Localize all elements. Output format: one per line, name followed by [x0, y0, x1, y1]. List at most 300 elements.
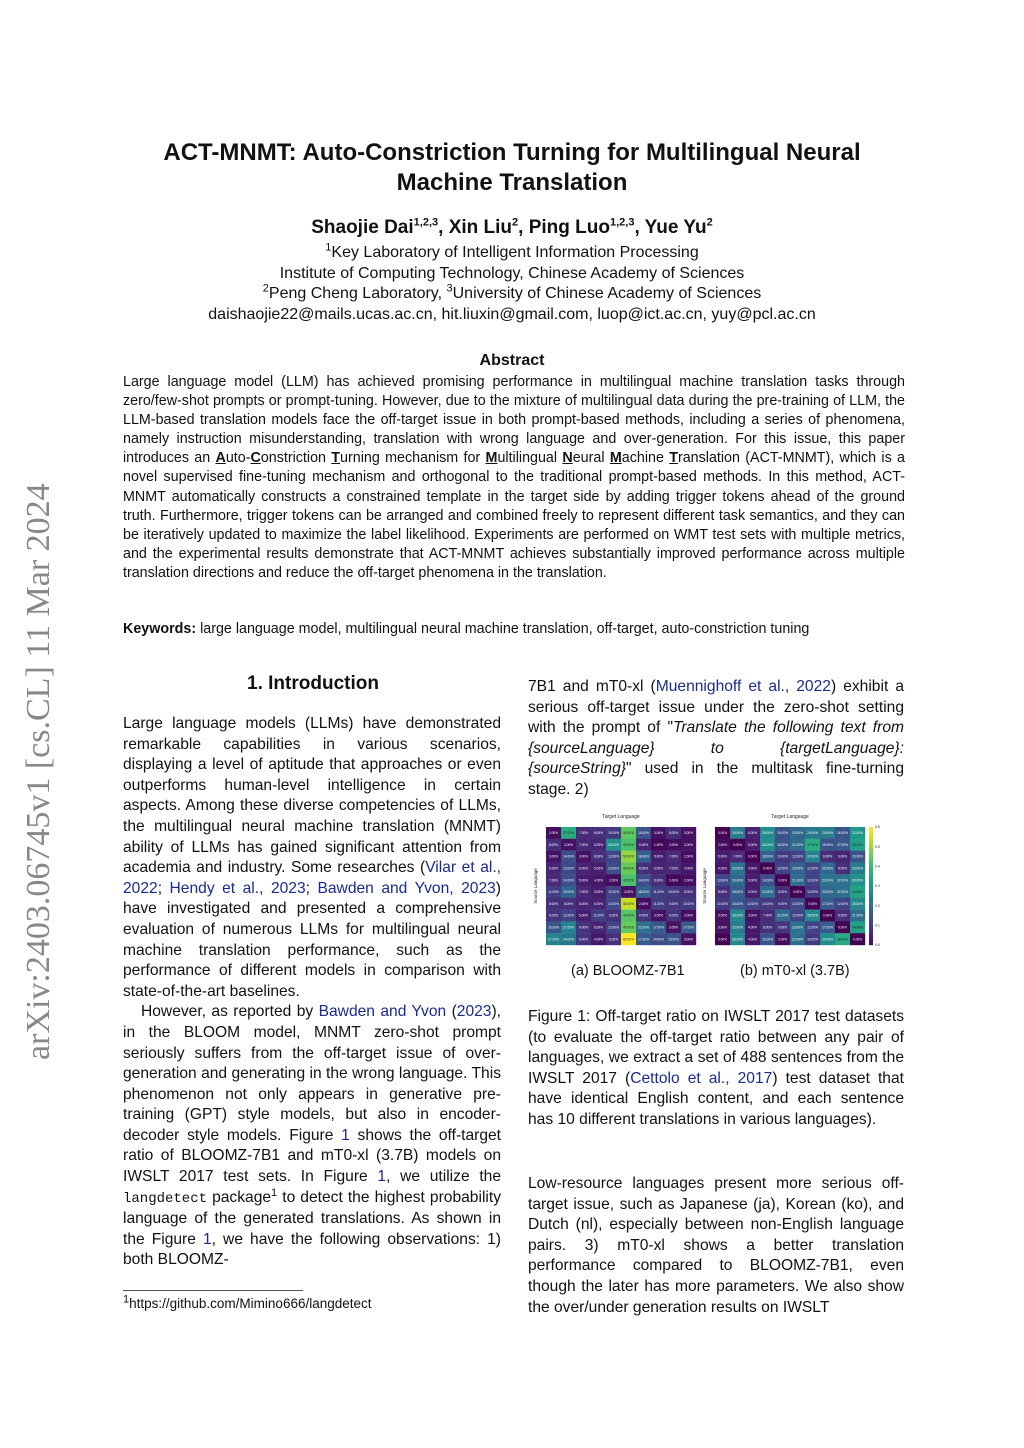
- heatmap-cell-label: 9.00%: [548, 913, 559, 918]
- colorbar-segment: [869, 895, 873, 898]
- heatmap-cell-label: 12.00%: [792, 913, 803, 918]
- author-name: Ping Luo: [528, 217, 610, 238]
- heatmap-cell-label: 28.00%: [732, 913, 743, 918]
- heatmap-cell-label: 46.00%: [623, 925, 634, 930]
- heatmap-cell-label: 7.00%: [548, 878, 559, 883]
- heatmap-cell-label: 8.00%: [548, 901, 559, 906]
- heatmap-title: Target Language: [771, 814, 809, 820]
- heatmap-cell-label: 13.00%: [792, 901, 803, 906]
- title-line-1: ACT-MNMT: Auto-Constriction Turning for Multilingual Neural: [163, 139, 861, 166]
- author-emails: daishaojie22@mails.ucas.ac.cn, hit.liuxin@gmail.com, luop@ict.ac.cn, yuy@pcl.ac.cn: [208, 306, 816, 323]
- colorbar-segment: [869, 910, 873, 913]
- heatmap-cell-label: 2.00%: [638, 901, 649, 906]
- colorbar-tick-label: 0.1: [875, 923, 880, 928]
- colorbar-segment: [869, 916, 873, 919]
- heatmap-cell-label: 60.00%: [623, 937, 634, 942]
- heatmap-cell-label: 6.00%: [578, 901, 589, 906]
- heatmap-cell-label: 8.00%: [593, 854, 604, 859]
- acronym-rest: onstriction: [260, 450, 332, 467]
- acronym-rest: uto-: [225, 450, 251, 467]
- heatmap-cell-label: 15.00%: [638, 831, 649, 836]
- heatmap-cell-label: 5.00%: [593, 866, 604, 871]
- heatmap-cell-label: 3.00%: [683, 842, 694, 847]
- abstract-body: [123, 373, 905, 583]
- colorbar-segment: [869, 907, 873, 910]
- heatmap-cell-label: 8.00%: [638, 866, 649, 871]
- heatmap-cell-label: 30.00%: [852, 878, 863, 883]
- heatmap-cell-label: 3.00%: [717, 925, 728, 930]
- heatmap-cell-label: 3.00%: [668, 925, 679, 930]
- citation-link[interactable]: Vilar et al., 2022: [123, 859, 501, 897]
- heatmap-cell-label: 20.00%: [732, 878, 743, 883]
- heatmap-cell-label: 8.00%: [683, 890, 694, 895]
- heatmap-cell-label: 3.00%: [548, 854, 559, 859]
- heatmap-cell-label: 24.00%: [807, 831, 818, 836]
- colorbar-segment: [869, 859, 873, 862]
- colorbar-segment: [869, 889, 873, 892]
- heatmap-cell-label: 25.00%: [852, 866, 863, 871]
- heatmap-cell-label: 18.00%: [638, 854, 649, 859]
- heatmap-cell-label: 23.00%: [792, 925, 803, 930]
- acronym-letter: C: [250, 450, 261, 467]
- heatmap-ylabel: Source Language: [702, 868, 707, 904]
- heatmap-cell-label: 14.00%: [608, 866, 619, 871]
- affiliation-text: University of Chinese Academy of Sciences: [452, 285, 762, 302]
- heatmap-cell-label: 9.00%: [578, 937, 589, 942]
- acronym-letter: M: [485, 450, 498, 467]
- heatmap-cell-label: 2.00%: [548, 831, 559, 836]
- heatmap-cell-label: 12.00%: [608, 925, 619, 930]
- author-name: Xin Liu: [448, 217, 513, 238]
- heatmap-cell-label: 10.00%: [608, 831, 619, 836]
- heatmap-cell-label: 8.00%: [837, 866, 848, 871]
- figure-caption: [528, 1007, 904, 1131]
- keywords-label: Keywords:: [123, 621, 197, 637]
- acronym-rest: ultilingual: [497, 450, 563, 467]
- heatmap-cell-label: 32.00%: [852, 831, 863, 836]
- affiliation-text: Peng Cheng Laboratory,: [268, 285, 447, 302]
- heatmap-cell-label: 16.00%: [762, 937, 773, 942]
- colorbar-segment: [869, 865, 873, 868]
- footnote: [123, 1293, 503, 1311]
- heatmap-cell-label: 5.00%: [578, 878, 589, 883]
- heatmap-cell-label: 12.00%: [807, 878, 818, 883]
- heatmap-cell-label: 8.00%: [668, 831, 679, 836]
- heatmap-cell-label: 4.00%: [747, 866, 758, 871]
- heatmap-cell-label: 0.00%: [792, 890, 803, 895]
- text: ) have investigated and presented a comprehensive evaluation of numerous LLMs for multilingual neural machine translation performance, such as the performance of different models in comparison with state-of-the-art baselines.: [123, 879, 501, 1000]
- heatmap-cell-label: 12.00%: [747, 901, 758, 906]
- heatmap-cell-label: 8.00%: [762, 925, 773, 930]
- heatmap-cell-label: 37.00%: [563, 831, 574, 836]
- colorbar-tick-label: 0.3: [875, 884, 880, 889]
- figure-1: [530, 805, 900, 955]
- heatmap-cell-label: 25.00%: [822, 831, 833, 836]
- paragraph: [528, 1007, 904, 1131]
- section-heading: 1. Introduction: [247, 673, 379, 694]
- heatmap-cell-label: 12.00%: [837, 901, 848, 906]
- heatmap-cell-label: 5.00%: [593, 890, 604, 895]
- heatmap-cell-label: 2.00%: [683, 913, 694, 918]
- footnote-url[interactable]: https://github.com/Mimino666/langdetect: [129, 1296, 372, 1311]
- heatmap-cell-label: 3.00%: [653, 831, 664, 836]
- subcaption-b: (b) mT0-xl (3.7B): [740, 963, 850, 979]
- heatmap-cell-label: 0.00%: [837, 925, 848, 930]
- colorbar-segment: [869, 827, 873, 830]
- colorbar-segment: [869, 904, 873, 907]
- paper-title: [120, 138, 904, 198]
- heatmap-cell-label: 4.00%: [717, 866, 728, 871]
- heatmap-cell-label: 12.00%: [563, 913, 574, 918]
- colorbar-segment: [869, 851, 873, 854]
- heatmap-cell-label: 5.00%: [578, 913, 589, 918]
- heatmap-cell-label: 17.00%: [822, 925, 833, 930]
- colorbar-segment: [869, 921, 873, 924]
- heatmap-cell-label: 28.00%: [852, 901, 863, 906]
- acronym-rest: ranslation: [677, 450, 740, 467]
- citation-link[interactable]: Hendy et al., 2023: [169, 879, 306, 897]
- colorbar-segment: [869, 942, 873, 945]
- acronym-letter: N: [562, 450, 573, 467]
- colorbar-segment: [869, 857, 873, 860]
- keywords: [123, 620, 905, 639]
- heatmap-cell-label: 5.00%: [717, 854, 728, 859]
- title-line-2: Machine Translation: [396, 169, 628, 196]
- heatmap-cell-label: 6.00%: [593, 901, 604, 906]
- heatmap-cell-label: 12.00%: [608, 854, 619, 859]
- heatmap-cell-label: 3.00%: [653, 913, 664, 918]
- text: ) test dataset that have identical English content, and each sentence has 10 different translations in various languages).: [528, 1069, 904, 1128]
- footnote-mark: 1: [123, 1293, 130, 1306]
- colorbar-segment: [869, 842, 873, 845]
- colorbar-segment: [869, 892, 873, 895]
- figure-link[interactable]: 1: [341, 1126, 350, 1144]
- text: ), in the BLOOM model, MNMT zero-shot prompt seriously suffers from the off-target issue of over-generation and generating in the wrong language. This phenomenon not only appears in generative pre-training (GPT) style models, but also in encoder-decoder style models. Figure: [123, 1003, 501, 1144]
- colorbar-segment: [869, 880, 873, 883]
- affiliation-mark: 3: [446, 282, 453, 295]
- heatmap-cell-label: 29.00%: [822, 937, 833, 942]
- heatmap-cell-label: 13.00%: [717, 878, 728, 883]
- text: shows the off-target ratio of BLOOMZ-7B1 and mT0-xl (3.7B) models on IWSLT 2017 test sets. In Figure: [123, 1126, 502, 1186]
- colorbar-segment: [869, 874, 873, 877]
- heatmap-cell-label: 29.00%: [762, 831, 773, 836]
- prompt-template: Translate the following text from {sourceLanguage} to {targetLanguage}: {sourceString}: [528, 719, 904, 778]
- heatmap-cell-label: 23.00%: [822, 878, 833, 883]
- acronym-rest: achine: [621, 450, 670, 467]
- heatmap-cell-label: 9.00%: [668, 901, 679, 906]
- colorbar-segment: [869, 936, 873, 939]
- heatmap-cell-label: 8.00%: [777, 890, 788, 895]
- heatmap-cell-label: 1.00%: [668, 878, 679, 883]
- colorbar-segment: [869, 830, 873, 833]
- colorbar-tick-label: 0.0: [875, 943, 880, 948]
- text: ) exhibit a serious off-target issue under the zero-shot setting with the prompt of ": [528, 678, 904, 737]
- heatmap-cell-label: 0.00%: [852, 937, 863, 942]
- heatmap-cell-label: 16.00%: [732, 901, 743, 906]
- heatmap-cell-label: 17.00%: [683, 925, 694, 930]
- heatmap-cell-label: 21.00%: [792, 842, 803, 847]
- figure-link[interactable]: 1: [377, 1168, 387, 1186]
- heatmap-cell-label: 3.00%: [683, 937, 694, 942]
- heatmap-cell-label: 12.00%: [792, 854, 803, 859]
- heatmap-cell-label: 6.00%: [578, 866, 589, 871]
- heatmap-cell-label: 28.00%: [807, 913, 818, 918]
- heatmap-cell-label: 5.00%: [747, 842, 758, 847]
- text: Large language models (LLMs) have demonstrated remarkable capabilities in various scenarios, displaying a level of aptitude that approaches or even outperforms human-level intelligence in certain aspects. Among these diverse competencies of LLMs, the multilingual neural machine translation (MNMT) ability of LLMs has gained significant attention from academia and industry. Some researches (: [123, 715, 501, 877]
- author-affiliation-mark: 1,2,3: [413, 216, 439, 229]
- heatmap-cell-label: 3.00%: [563, 842, 574, 847]
- right-column-top: [528, 677, 904, 801]
- heatmap-cell-label: 14.00%: [762, 878, 773, 883]
- heatmap-cell-label: 0.00%: [777, 878, 788, 883]
- colorbar-segment: [869, 901, 873, 904]
- heatmap-cell-label: 21.00%: [852, 913, 863, 918]
- author-name: Shaojie Dai: [311, 217, 414, 238]
- heatmap-cell-label: 36.00%: [837, 937, 848, 942]
- heatmap-cell-label: 16.00%: [777, 842, 788, 847]
- colorbar-segment: [869, 933, 873, 936]
- affiliation-mark: 2: [262, 282, 269, 295]
- colorbar-segment: [869, 924, 873, 927]
- heatmap-cell-label: 55.00%: [623, 901, 634, 906]
- colorbar-tick-label: 0.6: [875, 825, 880, 830]
- heatmap-cell-label: 35.00%: [852, 890, 863, 895]
- heatmap-cell-label: 8.00%: [563, 901, 574, 906]
- heatmap-cell-label: 46.00%: [623, 866, 634, 871]
- heatmap-cell-label: 22.00%: [837, 878, 848, 883]
- heatmap-cell-label: 7.00%: [578, 842, 589, 847]
- citation-link[interactable]: Bawden and Yvon, 2023: [317, 879, 496, 897]
- heatmap-cell-label: 15.00%: [822, 842, 833, 847]
- heatmap-cell-label: 17.00%: [822, 901, 833, 906]
- heatmap-cell-label: 34.00%: [852, 842, 863, 847]
- heatmap-cell-label: 25.00%: [732, 831, 743, 836]
- heatmap-cell-label: 10.00%: [807, 890, 818, 895]
- acronym-rest: eural: [572, 450, 610, 467]
- heatmap-cell-label: 7.00%: [668, 854, 679, 859]
- heatmap-cell-label: 23.00%: [732, 866, 743, 871]
- text: 7B1 and mT0-xl (: [528, 678, 656, 695]
- right-column-bottom: [528, 1174, 904, 1318]
- citation-link[interactable]: Muennighoff et al., 2022: [655, 678, 831, 695]
- colorbar-segment: [869, 839, 873, 842]
- paragraph: Low-resource languages present more serious off-target issue, such as Japanese (ja), Korean (ko), and Dutch (nl), especially between non-English language pairs. 3) mT0-xl shows a better translation performance compared to BLOOMZ-7B1, even though the later has more parameters. We also show the over/under generation results on IWSLT: [528, 1175, 904, 1316]
- heatmap-cell-label: 50.00%: [623, 854, 634, 859]
- figure-link[interactable]: 1: [202, 1230, 212, 1248]
- heatmap-cell-label: 22.00%: [792, 937, 803, 942]
- heatmap-cell-label: 13.00%: [563, 866, 574, 871]
- heatmap-cell-label: 0.00%: [822, 913, 833, 918]
- heatmap-cell-label: 7.00%: [762, 913, 773, 918]
- heatmap-cell-label: 9.00%: [578, 925, 589, 930]
- affiliation-text: Key Laboratory of Intelligent Information Processing: [331, 244, 699, 261]
- heatmap-cell-label: 4.00%: [747, 937, 758, 942]
- heatmap-cell-label: 17.00%: [653, 925, 664, 930]
- heatmap-figure: [530, 805, 900, 955]
- affiliation-2-3: [120, 284, 904, 305]
- heatmap-cell-label: 7.00%: [578, 831, 589, 836]
- heatmap-cell-label: 11.00%: [548, 890, 559, 895]
- heatmap-cell-label: 20.00%: [792, 831, 803, 836]
- heatmap-cell-label: 15.00%: [777, 831, 788, 836]
- heatmap-cell-label: 13.00%: [608, 901, 619, 906]
- heatmap-cell-label: 17.00%: [638, 937, 649, 942]
- heatmap-cell-label: 4.00%: [593, 937, 604, 942]
- text: package: [207, 1188, 272, 1206]
- heatmap-cell-label: 10.00%: [762, 901, 773, 906]
- heatmap-cell-label: 18.00%: [762, 854, 773, 859]
- acronym-letter: T: [331, 450, 341, 467]
- heatmap-cell-label: 22.00%: [638, 925, 649, 930]
- heatmap-cell-label: 3.00%: [578, 854, 589, 859]
- heatmap-cell-label: 27.00%: [563, 925, 574, 930]
- heatmap-cell-label: 14.00%: [563, 854, 574, 859]
- heatmap-cell-label: 10.00%: [668, 890, 679, 895]
- author-affiliation-mark: 2: [512, 216, 519, 229]
- heatmap-cell-label: 6.00%: [548, 866, 559, 871]
- heatmap-cell-label: 2.00%: [777, 937, 788, 942]
- heatmap-cell-label: 24.00%: [563, 937, 574, 942]
- heatmap-cell-label: 6.00%: [593, 925, 604, 930]
- heatmap-cell-label: 8.00%: [717, 890, 728, 895]
- paragraph: [528, 677, 904, 801]
- heatmap-cell-label: 20.00%: [822, 890, 833, 895]
- heatmap-cell-label: 22.00%: [762, 890, 773, 895]
- heatmap-cell-label: 9.00%: [777, 925, 788, 930]
- heatmap-ylabel: Source Language: [533, 868, 538, 904]
- heatmap-cell-label: 20.00%: [822, 866, 833, 871]
- heatmap-cell-label: 11.00%: [593, 913, 604, 918]
- heatmap-cell-label: 30.00%: [762, 842, 773, 847]
- heatmap-cell-label: 9.00%: [668, 913, 679, 918]
- paragraph: However, as reported by Bawden and Yvon (2023), in the BLOOM model, MNMT zero-shot prompt seriously suffers from the off-target issue of over-generation and generating in the wrong language. This phenomenon not only appears in generative pre-training (GPT) style models, but also in encoder-decoder style models. Figure 1 shows the off-target ratio of BLOOMZ-7B1 and mT0-xl (3.7B) models on IWSLT 2017 test sets. In Figure 1, we utilize the langdetect package$^1$ to detect the highest probability language of the generated translations. As shown in the Figure 1, we have the following observations: 1) both BLOOMZ-: [123, 1003, 502, 1269]
- colorbar-segment: [869, 848, 873, 851]
- colorbar-segment: [869, 939, 873, 942]
- footnote-rule: [123, 1290, 303, 1291]
- heatmap-cell-label: 3.00%: [747, 913, 758, 918]
- abstract-text: (ACT-MNMT), which is a novel supervised fine-tuning mechanism and orthogonal to the traditional prompt-based methods. In this method, ACT-MNMT automatically constructs a constrained template in the target side by adding trigger tokens ahead of the ground truth. Furthermore, trigger tokens can be arranged and combined freely to represent different task semantics, and they can be iteratively updated to maximize the label likelihood. Experiments are performed on WMT test sets with multiple metrics, and the experimental results demonstrate that ACT-MNMT achieves substantially improved performance across multiple translation directions and reduce the off-target phenomena in the translation.: [123, 450, 906, 581]
- author-name: Yue Yu: [644, 217, 707, 238]
- heatmap-cell-label: 0.00%: [807, 901, 818, 906]
- citation-link[interactable]: 2023: [456, 1003, 492, 1021]
- heatmap-cell-label: 0.00%: [762, 866, 773, 871]
- footnote-mark[interactable]: 1: [271, 1186, 278, 1199]
- heatmap-cell-label: 21.00%: [777, 913, 788, 918]
- colorbar-segment: [869, 854, 873, 857]
- text: However, as reported by: [141, 1003, 319, 1021]
- heatmap-cell-label: 18.00%: [638, 890, 649, 895]
- heatmap-cell-label: 37.00%: [807, 842, 818, 847]
- heatmap-cell-label: 6.00%: [638, 842, 649, 847]
- colorbar-tick-label: 0.2: [875, 903, 880, 908]
- heatmap-cell-label: 14.00%: [653, 937, 664, 942]
- heatmap-cell-label: 9.00%: [777, 901, 788, 906]
- heatmap-cell-label: 34.00%: [852, 925, 863, 930]
- heatmap-cell-label: 7.00%: [668, 866, 679, 871]
- colorbar-segment: [869, 913, 873, 916]
- heatmap-cell-label: 15.00%: [668, 937, 679, 942]
- acronym-letter: T: [669, 450, 678, 467]
- acronym-rest: urning mechanism for: [340, 450, 486, 467]
- heatmap-cell-label: 9.00%: [638, 913, 649, 918]
- colorbar-segment: [869, 845, 873, 848]
- citation-link[interactable]: Cettolo et al., 2017: [630, 1069, 773, 1087]
- heatmap-cell-label: 1.00%: [653, 842, 664, 847]
- heatmap-cell-label: 19.00%: [563, 890, 574, 895]
- acronym-letter: M: [609, 450, 622, 467]
- heatmap-cell-label: 30.00%: [608, 842, 619, 847]
- heatmap-cell-label: 3.00%: [717, 913, 728, 918]
- heatmap-cell-label: 19.00%: [792, 866, 803, 871]
- heatmap-cell-label: 21.00%: [792, 878, 803, 883]
- heatmap-cell-label: 16.00%: [548, 925, 559, 930]
- colorbar-segment: [869, 883, 873, 886]
- heatmap-cell-label: 18.00%: [732, 890, 743, 895]
- package-name: langdetect: [123, 1190, 208, 1207]
- heatmap-cell-label: 11.00%: [653, 890, 664, 895]
- heatmap-title: Target Language: [602, 814, 640, 820]
- heatmap-cell-label: 28.00%: [732, 937, 743, 942]
- heatmap-cell-label: 17.00%: [837, 842, 848, 847]
- heatmap-cell-label: 2.00%: [668, 842, 679, 847]
- colorbar-segment: [869, 836, 873, 839]
- heatmap-cell-label: 0.00%: [717, 937, 728, 942]
- heatmap-cell-label: 6.00%: [747, 831, 758, 836]
- heatmap-cell-label: 2.00%: [717, 842, 728, 847]
- text: to detect the highest probability language of the generated translations. As shown in the Figure: [123, 1188, 502, 1248]
- heatmap-cell-label: 44.00%: [623, 913, 634, 918]
- heatmap-cell-label: 7.00%: [578, 890, 589, 895]
- arxiv-identifier: arXiv:2403.06745v1 [cs.CL] 11 Mar 2024: [20, 483, 57, 1060]
- heatmap-cell-label: 3.00%: [683, 831, 694, 836]
- heatmap-cell-label: 10.00%: [807, 937, 818, 942]
- citation-link[interactable]: Bawden and Yvon: [318, 1003, 447, 1021]
- colorbar-tick-label: 0.4: [875, 864, 880, 869]
- acronym-letter: A: [215, 450, 226, 467]
- heatmap-cell-label: 27.00%: [807, 854, 818, 859]
- heatmap-cell-label: 43.00%: [623, 878, 634, 883]
- heatmap-cell-label: 4.00%: [593, 878, 604, 883]
- colorbar-segment: [869, 868, 873, 871]
- heatmap-cell-label: 15.00%: [852, 854, 863, 859]
- heatmap-cell-label: 8.00%: [608, 913, 619, 918]
- paragraph: Large language models (LLMs) have demonstrated remarkable capabilities in various scenarios, displaying a level of aptitude that approaches or even outperforms human-level intelligence in certain aspects. Among these diverse competencies of LLMs, the multilingual neural machine translation (MNMT) ability of LLMs has gained significant attention from academia and industry. Some researches (Vilar et al., 2022; Hendy et al., 2023; Bawden and Yvon, 2023) have investigated and presented a comprehensive evaluation of numerous LLMs for multilingual neural machine translation performance, such as the performance of different models in comparison with state-of-the-art baselines.: [123, 715, 501, 1000]
- heatmap-cell-label: 0.00%: [717, 831, 728, 836]
- colorbar-segment: [869, 898, 873, 901]
- text: , we have the following observations: 1) both BLOOMZ-: [123, 1230, 502, 1269]
- text: Figure 1: Off-target ratio on IWSLT 2017 test datasets (to evaluate the off-target ratio between any pair of languages, we extract a set of 488 sentences from the IWSLT 2017 (: [528, 1008, 904, 1087]
- heatmap-cell-label: 12.00%: [807, 925, 818, 930]
- heatmap-cell-label: 2.00%: [608, 878, 619, 883]
- heatmap-cell-label: 12.00%: [807, 866, 818, 871]
- colorbar-segment: [869, 833, 873, 836]
- heatmap-cell-label: 0.00%: [747, 854, 758, 859]
- heatmap-cell-label: 0.00%: [732, 842, 743, 847]
- colorbar-segment: [869, 862, 873, 865]
- heatmap-cell-label: 8.00%: [593, 831, 604, 836]
- author-affiliation-mark: 1,2,3: [609, 216, 635, 229]
- abstract-text: Large language model (LLM) has achieved promising performance in multilingual machine translation tasks through zero/few-shot prompts or prompt-tuning. However, due to the mixture of multilingual data during the pre-training of LLM, the LLM-based translation models face the off-target issue in both prompt-based methods, including a series of phenomena, namely instruction misunderstanding, translation with wrong language and over-generation. For this issue, this paper introduces an: [123, 374, 905, 467]
- subcaption-a: (a) BLOOMZ-7B1: [571, 963, 685, 979]
- heatmap-cell-label: 43.00%: [623, 842, 634, 847]
- affiliation-1: [120, 243, 904, 264]
- author-list: Shaojie Dai$^{1,2,3}$, Xin Liu$^2$, Ping Luo$^{1,2,3}$, Yue Yu$^2$: [311, 216, 713, 238]
- heatmap-cell-label: 14.00%: [563, 878, 574, 883]
- colorbar-segment: [869, 877, 873, 880]
- heatmap-cell-label: 27.00%: [548, 937, 559, 942]
- heatmap-cell-label: 2.00%: [683, 878, 694, 883]
- heatmap-cell-label: 25.00%: [732, 925, 743, 930]
